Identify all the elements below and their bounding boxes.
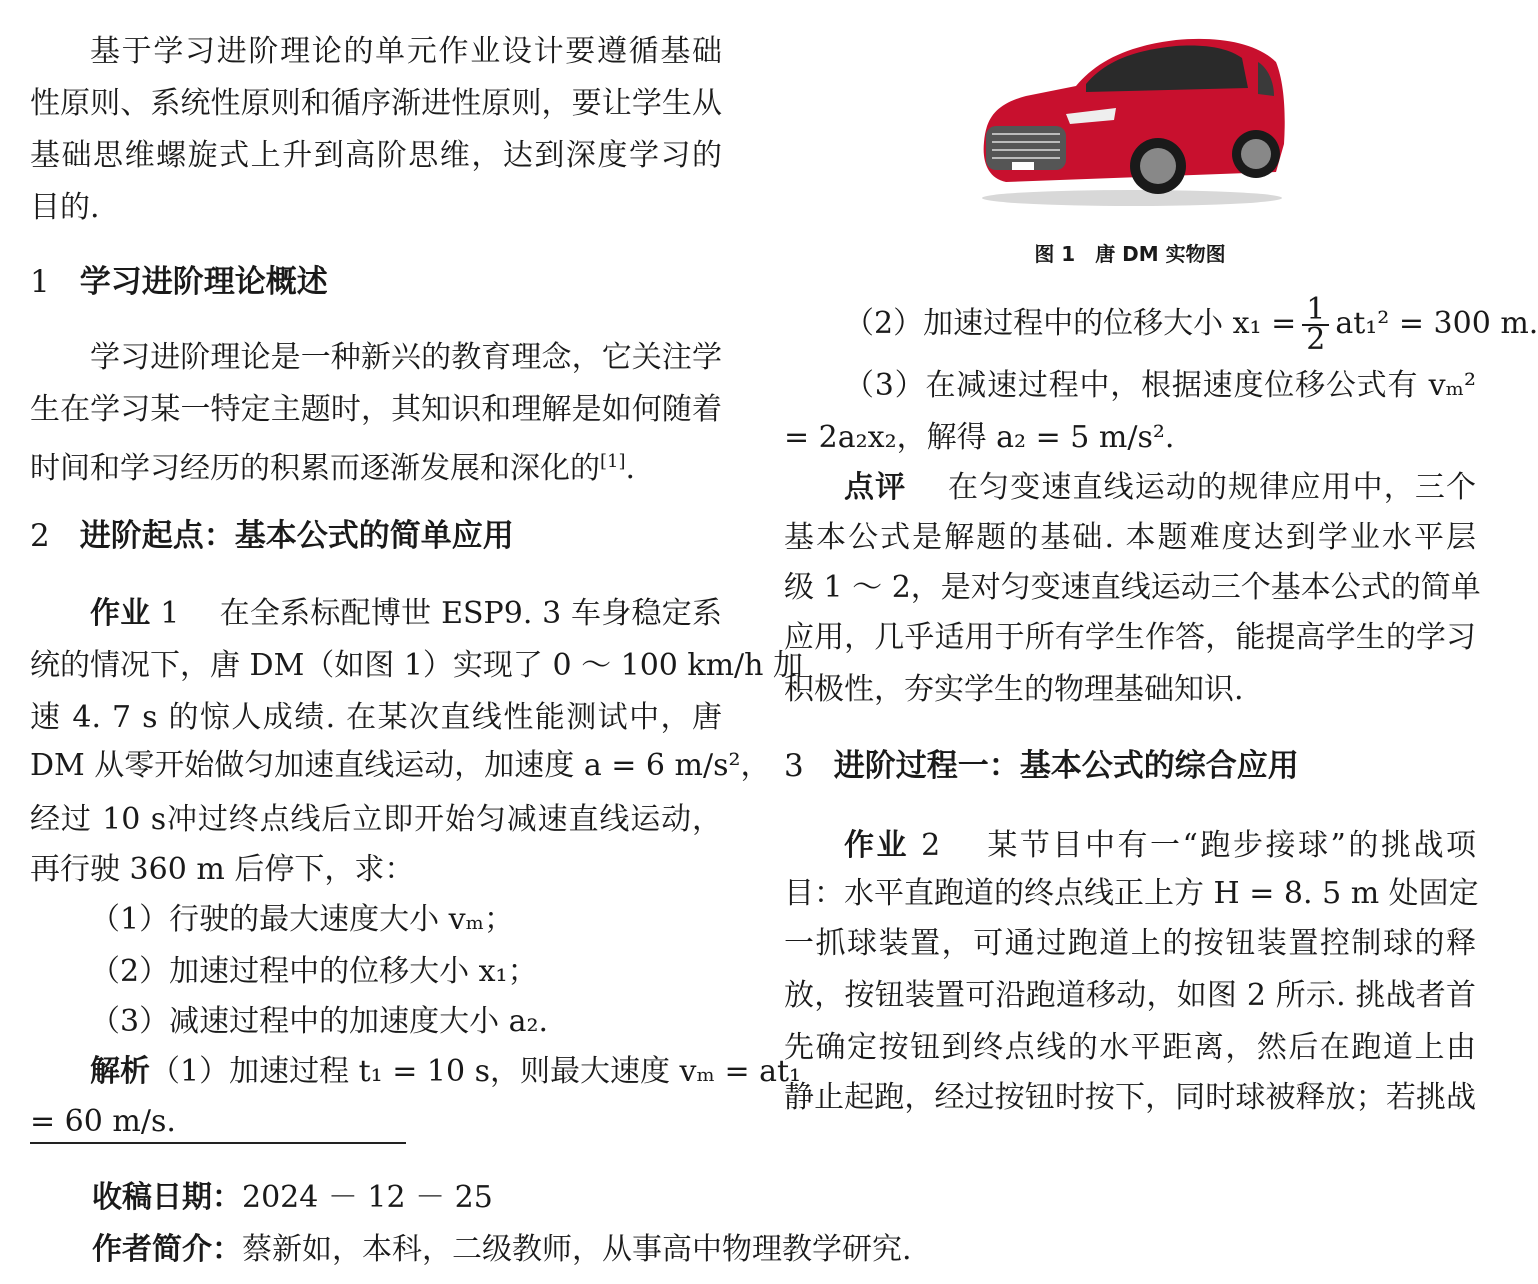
question-3: （3）减速过程中的加速度大小 a₂.	[90, 1004, 549, 1039]
answer-2-line: （2）加速过程中的位移大小 x₁ = $\frac{1}{2}$ at₁² = 300 m.	[844, 292, 1538, 357]
comment-line: 点评 在匀变速直线运动的规律应用中，三个	[844, 470, 1477, 505]
received-date: 收稿日期：2024 － 12 － 25	[92, 1180, 493, 1215]
car-photo	[966, 22, 1290, 208]
analysis-line: = 60 m/s.	[30, 1104, 176, 1139]
paragraph-line: 生在学习某一特定主题时，其知识和理解是如何随着	[30, 392, 722, 427]
analysis-line: 解析（1）加速过程 t₁ = 10 s，则最大速度 vₘ = at₁	[90, 1054, 802, 1089]
comment-line: 应用，几乎适用于所有学生作答，能提高学生的学习	[784, 620, 1476, 655]
question-1: （1）行驶的最大速度大小 vₘ；	[90, 902, 514, 937]
answer-3-line: = 2a₂x₂，解得 a₂ = 5 m/s².	[784, 420, 1175, 455]
homework-1-line: 统的情况下，唐 DM（如图 1）实现了 0 ～ 100 km/h 加	[30, 648, 804, 683]
homework-2-line: 放，按钮装置可沿跑道移动，如图 2 所示. 挑战者首	[784, 978, 1476, 1013]
section-3-heading: 3 进阶过程一：基本公式的综合应用	[784, 748, 1299, 784]
homework-label: 作业	[90, 596, 151, 631]
question-2: （2）加速过程中的位移大小 x₁；	[90, 954, 538, 989]
section-1-heading: 1 学习进阶理论概述	[30, 264, 328, 300]
intro-line: 基于学习进阶理论的单元作业设计要遵循基础	[90, 34, 722, 69]
homework-label: 作业	[844, 828, 910, 863]
comment-line: 级 1 ～ 2，是对匀变速直线运动三个基本公式的简单	[784, 570, 1481, 605]
figure-caption: 图 1 唐 DM 实物图	[1034, 242, 1226, 266]
footnote-divider	[30, 1142, 406, 1144]
paragraph-line: 时间和学习经历的积累而逐渐发展和深化的[1].	[30, 451, 636, 486]
homework-2-line: 目：水平直跑道的终点线正上方 H = 8. 5 m 处固定	[784, 876, 1479, 911]
intro-line: 基础思维螺旋式上升到高阶思维，达到深度学习的	[30, 138, 722, 173]
citation[interactable]: [1]	[600, 451, 626, 472]
analysis-label: 解析	[90, 1054, 150, 1089]
comment-line: 基本公式是解题的基础. 本题难度达到学业水平层	[784, 520, 1476, 555]
comment-label: 点评	[844, 470, 907, 505]
comment-line: 积极性，夯实学生的物理基础知识.	[784, 672, 1244, 707]
homework-1-line: 经过 10 s冲过终点线后立即开始匀减速直线运动，	[30, 802, 722, 837]
homework-2-line: 作业 2 某节目中有一“跑步接球”的挑战项	[844, 828, 1476, 863]
section-2-heading: 2 进阶起点：基本公式的简单应用	[30, 518, 514, 554]
intro-line: 目的.	[30, 190, 100, 225]
homework-2-line: 一抓球装置，可通过跑道上的按钮装置控制球的释	[784, 926, 1476, 961]
homework-1-line: 速 4. 7 s 的惊人成绩. 在某次直线性能测试中，唐	[30, 700, 722, 735]
homework-2-line: 先确定按钮到终点线的水平距离，然后在跑道上由	[784, 1030, 1476, 1065]
homework-2-line: 静止起跑，经过按钮时按下，同时球被释放；若挑战	[784, 1080, 1476, 1115]
homework-1-line: 再行驶 360 m 后停下，求：	[30, 852, 415, 887]
paragraph-line: 学习进阶理论是一种新兴的教育理念，它关注学	[90, 340, 722, 375]
answer-3-line: （3）在减速过程中，根据速度位移公式有 vₘ²	[844, 368, 1476, 403]
homework-1-line: DM 从零开始做匀加速直线运动，加速度 a = 6 m/s²，	[30, 748, 771, 783]
author-bio: 作者简介：蔡新如，本科，二级教师，从事高中物理教学研究.	[92, 1232, 912, 1267]
intro-line: 性原则、系统性原则和循序渐进性原则，要让学生从	[30, 86, 722, 121]
homework-1-line: 作业 1 在全系标配博世 ESP9. 3 车身稳定系	[90, 596, 722, 631]
fraction: $\frac{1}{2}$	[1302, 296, 1329, 354]
